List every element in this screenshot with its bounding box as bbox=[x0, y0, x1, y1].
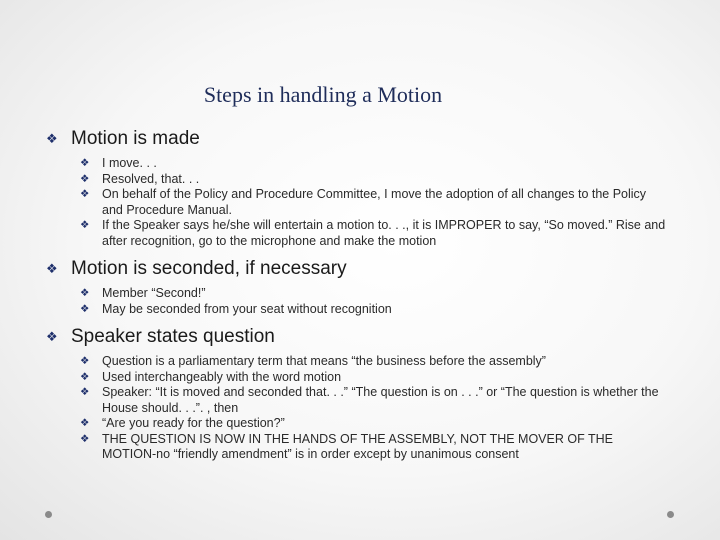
diamond-bullet-icon: ❖ bbox=[80, 302, 90, 315]
section-heading: Motion is made bbox=[71, 128, 200, 149]
section-motion-made bbox=[46, 128, 666, 150]
diamond-bullet-icon: ❖ bbox=[46, 261, 58, 276]
list-item: ❖ May be seconded from your seat without recognition bbox=[80, 301, 392, 316]
diamond-bullet-icon: ❖ bbox=[80, 188, 90, 200]
diamond-bullet-icon: ❖ bbox=[80, 157, 90, 169]
diamond-bullet-icon: ❖ bbox=[80, 287, 90, 299]
list-item: ❖ If the Speaker says he/she will entertain a motion to. . ., it is IMPROPER to say, “So moved.” Rise and after recognition, go to the microphone and make the motion bbox=[80, 218, 666, 248]
decorative-dot-left bbox=[45, 511, 52, 518]
diamond-bullet-icon: ❖ bbox=[80, 417, 90, 429]
decorative-dot-right bbox=[667, 511, 674, 518]
list-item: ❖ Speaker: “It is moved and seconded that. . .” “The question is on . . .” or “The question is whether the House should. . .”. , then bbox=[80, 385, 659, 415]
section-motion-seconded bbox=[46, 258, 666, 280]
slide-title: Steps in handling a Motion bbox=[203, 82, 443, 107]
list-item: ❖ Used interchangeably with the word motion bbox=[80, 369, 342, 384]
diamond-bullet-icon: ❖ bbox=[80, 219, 90, 231]
list-item: ❖ Member “Second!” bbox=[80, 286, 206, 300]
section-heading: Motion is seconded, if necessary bbox=[71, 258, 347, 279]
diamond-bullet-icon: ❖ bbox=[80, 172, 90, 185]
section-heading: Speaker states question bbox=[71, 326, 275, 347]
slide-content bbox=[46, 128, 666, 463]
diamond-bullet-icon: ❖ bbox=[80, 386, 90, 398]
list-item: ❖ THE QUESTION IS NOW IN THE HANDS OF THE ASSEMBLY, NOT THE MOVER OF THE MOTION-no “friendly amendment” is in order except by unanimous consent bbox=[80, 431, 613, 461]
diamond-bullet-icon: ❖ bbox=[46, 131, 58, 146]
list-item: ❖ On behalf of the Policy and Procedure Committee, I move the adoption of all changes to the Policy and Procedure Manual. bbox=[80, 187, 647, 217]
diamond-bullet-icon: ❖ bbox=[46, 329, 58, 344]
section-speaker-states-question bbox=[46, 326, 666, 348]
list-item: ❖ Question is a parliamentary term that means “the business before the assembly” bbox=[80, 354, 546, 368]
diamond-bullet-icon: ❖ bbox=[80, 370, 90, 383]
diamond-bullet-icon: ❖ bbox=[80, 355, 90, 367]
list-item: ❖ I move. . . bbox=[80, 156, 157, 170]
diamond-bullet-icon: ❖ bbox=[80, 432, 90, 445]
list-item: ❖ “Are you ready for the question?” bbox=[80, 416, 285, 430]
list-item: ❖ Resolved, that. . . bbox=[80, 171, 200, 186]
